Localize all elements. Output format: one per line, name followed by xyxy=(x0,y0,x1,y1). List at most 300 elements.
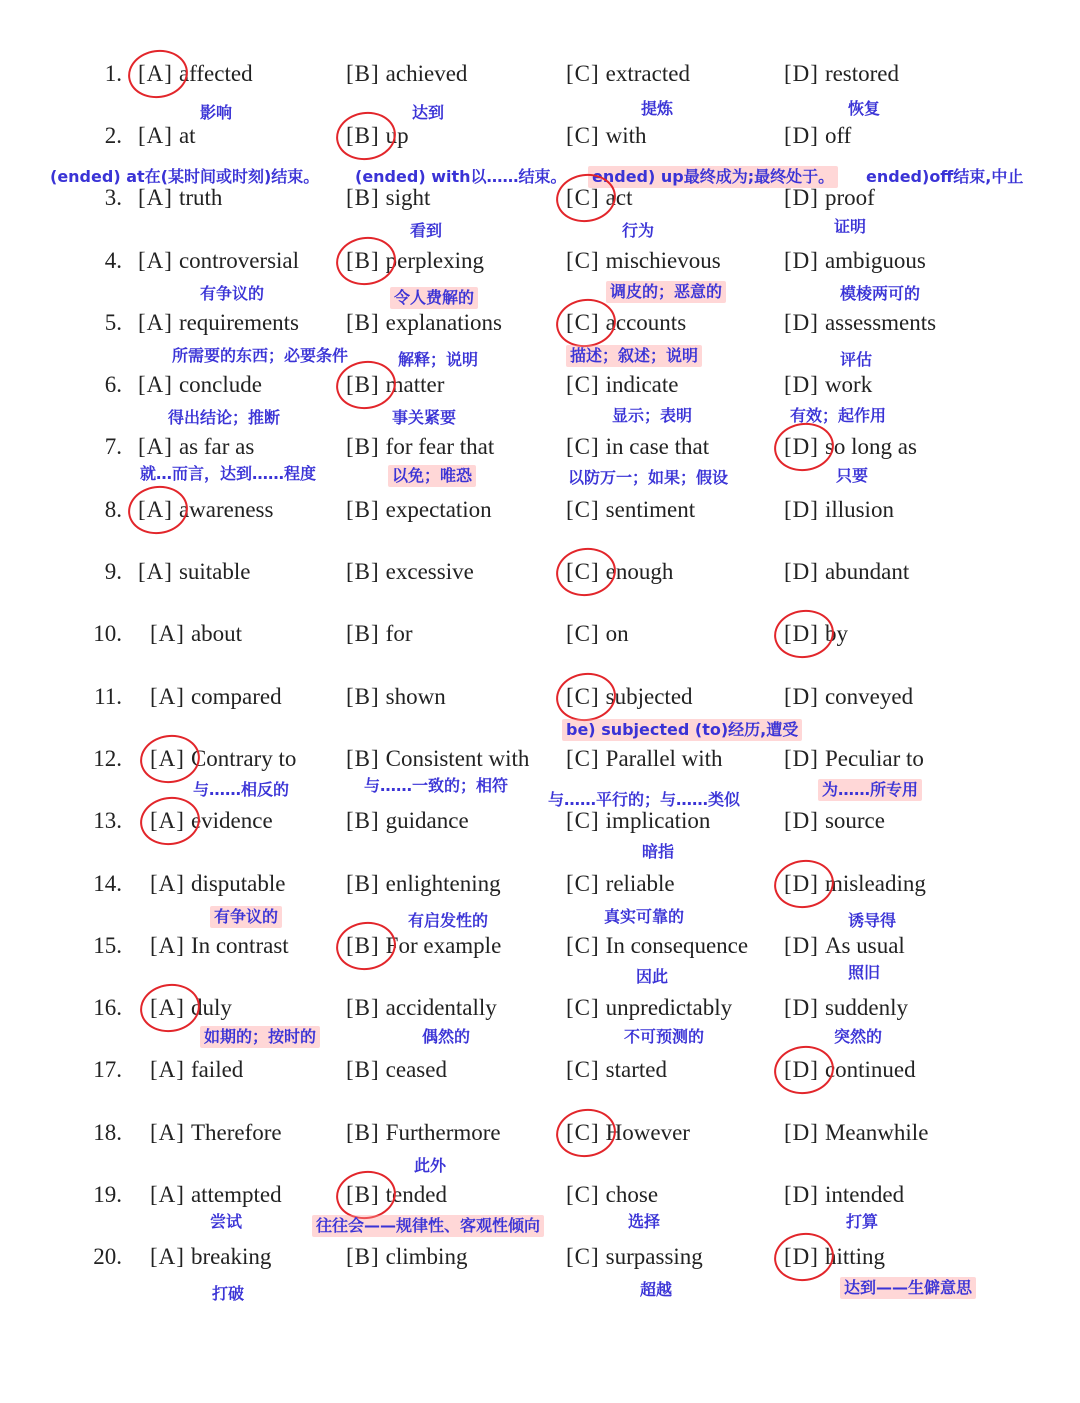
option-word: hitting xyxy=(824,1244,885,1269)
option-word: For example xyxy=(385,933,502,958)
option-d[interactable] xyxy=(784,620,848,648)
option-d[interactable] xyxy=(784,932,905,960)
option-word: Contrary to xyxy=(190,746,297,771)
option-d[interactable] xyxy=(784,122,851,150)
option-word: excessive xyxy=(385,559,474,584)
question-number: 8. xyxy=(104,497,122,522)
option-word: conclude xyxy=(178,372,262,397)
question-row-18 xyxy=(0,1119,1080,1181)
option-word: accounts xyxy=(605,310,687,335)
option-d[interactable] xyxy=(784,994,908,1022)
option-a[interactable] xyxy=(150,1243,271,1271)
option-letter: [B] xyxy=(346,1244,380,1269)
option-letter: [C] xyxy=(566,559,600,584)
option-word: In contrast xyxy=(190,933,289,958)
chinese-gloss: 调皮的；恶意的 xyxy=(606,281,726,303)
option-d[interactable] xyxy=(784,247,926,275)
chinese-gloss: 有争议的 xyxy=(210,906,282,928)
option-word: affected xyxy=(178,61,253,86)
chinese-gloss: 真实可靠的 xyxy=(604,907,685,926)
option-word: indicate xyxy=(605,372,679,397)
option-b[interactable] xyxy=(346,122,409,150)
option-word: subjected xyxy=(605,684,693,709)
option-word: chose xyxy=(605,1182,659,1207)
option-word: by xyxy=(824,621,848,646)
chinese-gloss: 令人费解的 xyxy=(390,287,478,309)
option-letter: [D] xyxy=(784,1057,819,1082)
option-d[interactable] xyxy=(784,433,917,461)
chinese-gloss: 与……一致的；相符 xyxy=(364,776,509,795)
question-row-5 xyxy=(0,309,1080,371)
option-b[interactable] xyxy=(346,1181,447,1209)
question-number: 6. xyxy=(104,372,122,397)
option-c[interactable] xyxy=(566,247,721,275)
option-word: as far as xyxy=(178,434,255,459)
option-b[interactable] xyxy=(346,807,469,835)
option-word: up xyxy=(385,123,409,148)
option-c[interactable] xyxy=(566,870,675,898)
option-c[interactable] xyxy=(566,745,723,773)
option-letter: [A] xyxy=(150,995,185,1020)
option-b[interactable] xyxy=(346,247,484,275)
question-row-8 xyxy=(0,496,1080,558)
option-b[interactable] xyxy=(346,683,446,711)
question-number: 7. xyxy=(104,434,122,459)
option-d[interactable] xyxy=(784,1119,928,1147)
option-word: breaking xyxy=(190,1244,272,1269)
option-word: truth xyxy=(178,185,223,210)
option-letter: [D] xyxy=(784,497,819,522)
chinese-gloss: 有启发性的 xyxy=(408,911,489,930)
option-word: restored xyxy=(824,61,900,86)
option-letter: [C] xyxy=(566,372,600,397)
option-letter: [A] xyxy=(138,248,173,273)
option-word: disputable xyxy=(190,871,286,896)
option-a[interactable] xyxy=(138,371,262,399)
option-letter: [B] xyxy=(346,808,380,833)
option-c[interactable] xyxy=(566,309,686,337)
option-word: reliable xyxy=(605,871,675,896)
question-number: 9. xyxy=(104,559,122,584)
option-letter: [B] xyxy=(346,497,380,522)
option-c[interactable] xyxy=(566,1181,658,1209)
question-number: 10. xyxy=(93,621,122,646)
question-row-9 xyxy=(0,558,1080,620)
option-word: awareness xyxy=(178,497,274,522)
question-row-19 xyxy=(0,1181,1080,1243)
option-b[interactable] xyxy=(346,184,430,212)
chinese-gloss: 选择 xyxy=(628,1212,661,1231)
option-word: tended xyxy=(385,1182,447,1207)
chinese-gloss: (ended) at在(某时间或时刻)结束。 xyxy=(50,167,320,186)
chinese-gloss: ended)off结束,中止 xyxy=(866,167,1024,186)
option-word: Furthermore xyxy=(385,1120,501,1145)
option-a[interactable] xyxy=(138,247,299,275)
chinese-gloss: 与……平行的；与……类似 xyxy=(548,790,741,809)
chinese-gloss: 影响 xyxy=(200,103,233,122)
option-letter: [D] xyxy=(784,621,819,646)
option-letter: [B] xyxy=(346,248,380,273)
option-c[interactable] xyxy=(566,994,732,1022)
option-b[interactable] xyxy=(346,60,467,88)
option-letter: [B] xyxy=(346,621,380,646)
option-word: Parallel with xyxy=(605,746,723,771)
option-word: However xyxy=(605,1120,690,1145)
chinese-gloss: ended) up最终成为;最终处于。 xyxy=(588,166,838,188)
option-a[interactable] xyxy=(138,122,196,150)
question-number: 14. xyxy=(93,871,122,896)
chinese-gloss: 提炼 xyxy=(641,99,674,118)
option-letter: [D] xyxy=(784,808,819,833)
option-letter: [B] xyxy=(346,61,380,86)
chinese-gloss: 评估 xyxy=(840,350,873,369)
chinese-gloss: 打破 xyxy=(212,1284,245,1303)
option-word: for xyxy=(385,621,413,646)
option-letter: [A] xyxy=(150,871,185,896)
option-letter: [C] xyxy=(566,933,600,958)
option-c[interactable] xyxy=(566,1119,690,1147)
option-word: explanations xyxy=(385,310,502,335)
option-word: evidence xyxy=(190,808,273,833)
option-letter: [B] xyxy=(346,1120,380,1145)
option-letter: [A] xyxy=(138,61,173,86)
question-number: 2. xyxy=(104,123,122,148)
chinese-gloss: 证明 xyxy=(834,217,867,236)
chinese-gloss: 只要 xyxy=(836,466,869,485)
option-c[interactable] xyxy=(566,60,690,88)
chinese-gloss: 以防万一；如果；假设 xyxy=(568,468,729,487)
option-b[interactable] xyxy=(346,309,502,337)
option-letter: [C] xyxy=(566,1120,600,1145)
option-word: As usual xyxy=(824,933,905,958)
option-b[interactable] xyxy=(346,1243,467,1271)
option-d[interactable] xyxy=(784,371,872,399)
option-word: achieved xyxy=(385,61,468,86)
chinese-gloss: 诱导得 xyxy=(848,911,897,930)
option-letter: [C] xyxy=(566,61,600,86)
option-d[interactable] xyxy=(784,807,885,835)
option-a[interactable] xyxy=(150,994,232,1022)
option-letter: [B] xyxy=(346,1182,380,1207)
question-number: 20. xyxy=(93,1244,122,1269)
option-word: guidance xyxy=(385,808,469,833)
option-d[interactable] xyxy=(784,558,909,586)
option-word: on xyxy=(605,621,629,646)
question-row-4 xyxy=(0,247,1080,309)
option-c[interactable] xyxy=(566,184,632,212)
chinese-gloss: 打算 xyxy=(846,1212,879,1231)
option-b[interactable] xyxy=(346,870,501,898)
option-letter: [A] xyxy=(138,559,173,584)
option-a[interactable] xyxy=(150,807,273,835)
option-d[interactable] xyxy=(784,184,875,212)
option-word: assessments xyxy=(824,310,937,335)
option-d[interactable] xyxy=(784,60,899,88)
chinese-gloss: 超越 xyxy=(640,1280,673,1299)
option-word: implication xyxy=(605,808,711,833)
option-word: perplexing xyxy=(385,248,485,273)
option-letter: [D] xyxy=(784,559,819,584)
option-a[interactable] xyxy=(150,870,285,898)
option-letter: [D] xyxy=(784,933,819,958)
option-word: source xyxy=(824,808,885,833)
option-b[interactable] xyxy=(346,1056,447,1084)
option-letter: [B] xyxy=(346,372,380,397)
chinese-gloss: 往往会——规律性、客观性倾向 xyxy=(312,1215,544,1237)
chinese-gloss: 暗指 xyxy=(642,842,675,861)
option-word: Consistent with xyxy=(385,746,530,771)
option-letter: [D] xyxy=(784,871,819,896)
question-number: 4. xyxy=(104,248,122,273)
option-word: unpredictably xyxy=(605,995,733,1020)
chinese-gloss: 因此 xyxy=(636,967,669,986)
option-d[interactable] xyxy=(784,309,936,337)
chinese-gloss: (ended) with以……结束。 xyxy=(355,167,567,186)
question-number: 11. xyxy=(94,684,122,709)
option-c[interactable] xyxy=(566,807,710,835)
option-word: work xyxy=(824,372,873,397)
option-word: accidentally xyxy=(385,995,497,1020)
option-word: compared xyxy=(190,684,282,709)
option-letter: [A] xyxy=(150,621,185,646)
option-word: requirements xyxy=(178,310,300,335)
option-b[interactable] xyxy=(346,433,494,461)
option-word: sentiment xyxy=(605,497,696,522)
chinese-gloss: 如期的；按时的 xyxy=(200,1026,320,1048)
option-letter: [C] xyxy=(566,1182,600,1207)
option-d[interactable] xyxy=(784,1243,885,1271)
question-number: 15. xyxy=(93,933,122,958)
option-letter: [B] xyxy=(346,185,380,210)
chinese-gloss: 就…而言，达到……程度 xyxy=(140,464,317,483)
option-letter: [C] xyxy=(566,434,600,459)
chinese-gloss: 事关紧要 xyxy=(392,408,457,427)
answer-circle-mark xyxy=(125,46,191,102)
option-a[interactable] xyxy=(150,1181,282,1209)
chinese-gloss: 达到——生僻意思 xyxy=(840,1277,976,1299)
chinese-gloss: 行为 xyxy=(622,221,655,240)
chinese-gloss: 看到 xyxy=(410,221,443,240)
option-letter: [D] xyxy=(784,248,819,273)
option-word: attempted xyxy=(190,1182,282,1207)
option-b[interactable] xyxy=(346,620,413,648)
chinese-gloss: 有争议的 xyxy=(200,284,265,303)
option-d[interactable] xyxy=(784,683,913,711)
question-number: 13. xyxy=(93,808,122,833)
question-row-6 xyxy=(0,371,1080,433)
option-letter: [C] xyxy=(566,871,600,896)
option-d[interactable] xyxy=(784,1056,916,1084)
chinese-gloss: 显示；表明 xyxy=(612,406,693,425)
chinese-gloss: 照旧 xyxy=(848,963,881,982)
option-d[interactable] xyxy=(784,496,894,524)
option-letter: [B] xyxy=(346,871,380,896)
option-a[interactable] xyxy=(150,620,242,648)
option-b[interactable] xyxy=(346,496,492,524)
question-row-13 xyxy=(0,807,1080,869)
question-number: 17. xyxy=(93,1057,122,1082)
option-letter: [C] xyxy=(566,684,600,709)
option-c[interactable] xyxy=(566,122,647,150)
option-a[interactable] xyxy=(150,745,296,773)
option-word: controversial xyxy=(178,248,300,273)
option-word: continued xyxy=(824,1057,916,1082)
chinese-gloss: 恢复 xyxy=(848,99,881,118)
option-b[interactable] xyxy=(346,558,474,586)
option-letter: [C] xyxy=(566,185,600,210)
option-d[interactable] xyxy=(784,870,926,898)
option-word: so long as xyxy=(824,434,917,459)
option-letter: [C] xyxy=(566,248,600,273)
option-word: in case that xyxy=(605,434,710,459)
option-letter: [D] xyxy=(784,434,819,459)
option-word: surpassing xyxy=(605,1244,703,1269)
option-letter: [D] xyxy=(784,995,819,1020)
question-row-2 xyxy=(0,122,1080,184)
option-a[interactable] xyxy=(138,558,250,586)
option-d[interactable] xyxy=(784,1181,904,1209)
option-word: suitable xyxy=(178,559,251,584)
option-letter: [A] xyxy=(150,746,185,771)
option-word: at xyxy=(178,123,196,148)
option-c[interactable] xyxy=(566,932,748,960)
question-number: 19. xyxy=(93,1182,122,1207)
option-word: enlightening xyxy=(385,871,501,896)
option-b[interactable] xyxy=(346,745,529,773)
option-letter: [A] xyxy=(150,1120,185,1145)
option-a[interactable] xyxy=(138,60,253,88)
question-row-1 xyxy=(0,60,1080,122)
option-letter: [A] xyxy=(138,310,173,335)
option-letter: [B] xyxy=(346,434,380,459)
option-c[interactable] xyxy=(566,1243,703,1271)
option-letter: [B] xyxy=(346,746,380,771)
option-word: In consequence xyxy=(605,933,749,958)
option-letter: [A] xyxy=(138,185,173,210)
option-b[interactable] xyxy=(346,371,444,399)
option-letter: [C] xyxy=(566,808,600,833)
option-b[interactable] xyxy=(346,1119,501,1147)
option-c[interactable] xyxy=(566,620,629,648)
option-a[interactable] xyxy=(150,683,282,711)
chinese-gloss: 尝试 xyxy=(210,1212,243,1231)
option-letter: [C] xyxy=(566,746,600,771)
chinese-gloss: 偶然的 xyxy=(422,1027,471,1046)
option-a[interactable] xyxy=(150,932,289,960)
question-row-20 xyxy=(0,1243,1080,1305)
option-word: illusion xyxy=(824,497,894,522)
option-a[interactable] xyxy=(150,1119,282,1147)
question-number: 5. xyxy=(104,310,122,335)
option-word: off xyxy=(824,123,852,148)
option-word: matter xyxy=(385,372,445,397)
option-word: conveyed xyxy=(824,684,914,709)
option-a[interactable] xyxy=(150,1056,243,1084)
option-word: suddenly xyxy=(824,995,908,1020)
option-word: shown xyxy=(385,684,446,709)
option-word: duly xyxy=(190,995,232,1020)
option-a[interactable] xyxy=(138,496,273,524)
chinese-gloss: 为……所专用 xyxy=(818,779,922,801)
option-c[interactable] xyxy=(566,683,693,711)
option-c[interactable] xyxy=(566,558,673,586)
chinese-gloss: 模棱两可的 xyxy=(840,284,921,303)
chinese-gloss: 解释；说明 xyxy=(398,350,479,369)
option-word: sight xyxy=(385,185,431,210)
option-letter: [D] xyxy=(784,372,819,397)
option-word: misleading xyxy=(824,871,926,896)
option-letter: [B] xyxy=(346,995,380,1020)
option-word: about xyxy=(190,621,243,646)
option-a[interactable] xyxy=(138,433,254,461)
option-a[interactable] xyxy=(138,184,222,212)
chinese-gloss: 不可预测的 xyxy=(624,1027,705,1046)
option-word: for fear that xyxy=(385,434,495,459)
option-word: Therefore xyxy=(190,1120,282,1145)
option-letter: [A] xyxy=(138,434,173,459)
option-letter: [D] xyxy=(784,123,819,148)
option-letter: [C] xyxy=(566,310,600,335)
option-letter: [A] xyxy=(138,372,173,397)
option-letter: [D] xyxy=(784,185,819,210)
option-letter: [B] xyxy=(346,123,380,148)
option-letter: [C] xyxy=(566,621,600,646)
question-number: 1. xyxy=(104,61,122,86)
question-row-10 xyxy=(0,620,1080,682)
question-number: 12. xyxy=(93,746,122,771)
chinese-gloss: 突然的 xyxy=(834,1027,883,1046)
option-letter: [A] xyxy=(150,1244,185,1269)
option-c[interactable] xyxy=(566,1056,667,1084)
option-word: expectation xyxy=(385,497,492,522)
option-word: extracted xyxy=(605,61,690,86)
option-b[interactable] xyxy=(346,932,501,960)
chinese-gloss: 有效；起作用 xyxy=(790,406,887,425)
question-row-17 xyxy=(0,1056,1080,1118)
option-word: abundant xyxy=(824,559,910,584)
option-letter: [B] xyxy=(346,684,380,709)
chinese-gloss: 达到 xyxy=(412,103,445,122)
option-word: Peculiar to xyxy=(824,746,924,771)
option-letter: [A] xyxy=(150,808,185,833)
option-word: ceased xyxy=(385,1057,447,1082)
option-letter: [C] xyxy=(566,123,600,148)
option-letter: [C] xyxy=(566,1057,600,1082)
chinese-gloss: 与……相反的 xyxy=(193,780,290,799)
option-c[interactable] xyxy=(566,371,678,399)
question-number: 16. xyxy=(93,995,122,1020)
chinese-gloss: 所需要的东西；必要条件 xyxy=(172,346,349,365)
option-word: with xyxy=(605,123,647,148)
option-word: mischievous xyxy=(605,248,721,273)
option-letter: [D] xyxy=(784,1244,819,1269)
option-c[interactable] xyxy=(566,496,695,524)
option-letter: [A] xyxy=(138,497,173,522)
question-row-16 xyxy=(0,994,1080,1056)
option-d[interactable] xyxy=(784,745,924,773)
option-b[interactable] xyxy=(346,994,497,1022)
option-letter: [B] xyxy=(346,933,380,958)
chinese-gloss: 以免；唯恐 xyxy=(388,465,476,487)
chinese-gloss: 得出结论；推断 xyxy=(168,408,281,427)
option-letter: [D] xyxy=(784,310,819,335)
option-letter: [D] xyxy=(784,61,819,86)
option-c[interactable] xyxy=(566,433,709,461)
option-letter: [D] xyxy=(784,1120,819,1145)
option-a[interactable] xyxy=(138,309,299,337)
chinese-gloss: 描述；叙述；说明 xyxy=(566,345,702,367)
option-letter: [B] xyxy=(346,1057,380,1082)
